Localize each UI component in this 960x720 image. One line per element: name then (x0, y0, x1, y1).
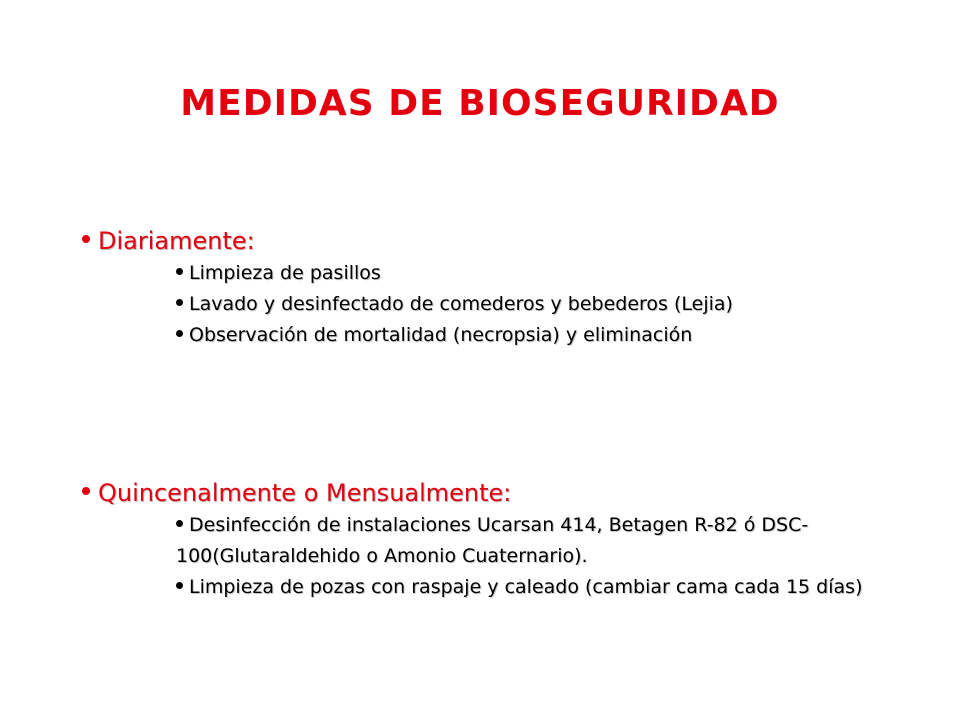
list-item-text: Limpieza de pozas con raspaje y caleado (cambiar cama cada 15 días) (189, 576, 863, 598)
section-periodic (82, 476, 942, 603)
section-heading-daily (82, 224, 942, 258)
bullet-icon (82, 235, 90, 243)
bullet-icon (176, 582, 183, 589)
bullet-icon (176, 268, 183, 275)
list-item-text: Lavado y desinfectado de comederos y bebederos (Lejia) (189, 293, 733, 315)
daily-task-list (176, 258, 946, 351)
list-item-text: Observación de mortalidad (necropsia) y eliminación (189, 324, 693, 346)
list-item (176, 510, 946, 572)
section-heading-periodic (82, 476, 942, 510)
section-heading-text: Diariamente: (98, 227, 255, 255)
section-daily (82, 224, 942, 351)
bullet-icon (176, 330, 183, 337)
bullet-icon (82, 487, 90, 495)
list-item (176, 258, 946, 289)
list-item (176, 572, 946, 603)
slide-title: MEDIDAS DE BIOSEGURIDAD (180, 83, 780, 124)
list-item (176, 320, 946, 351)
bullet-icon (176, 299, 183, 306)
bullet-icon (176, 520, 183, 527)
list-item (176, 289, 946, 320)
list-item-text: Limpieza de pasillos (189, 262, 381, 284)
periodic-task-list (176, 510, 946, 603)
list-item-text: Desinfección de instalaciones Ucarsan 414, Betagen R-82 ó DSC-100(Glutaraldehido o Amonio Cuaternario). (176, 514, 809, 567)
section-heading-text: Quincenalmente o Mensualmente: (98, 479, 512, 507)
